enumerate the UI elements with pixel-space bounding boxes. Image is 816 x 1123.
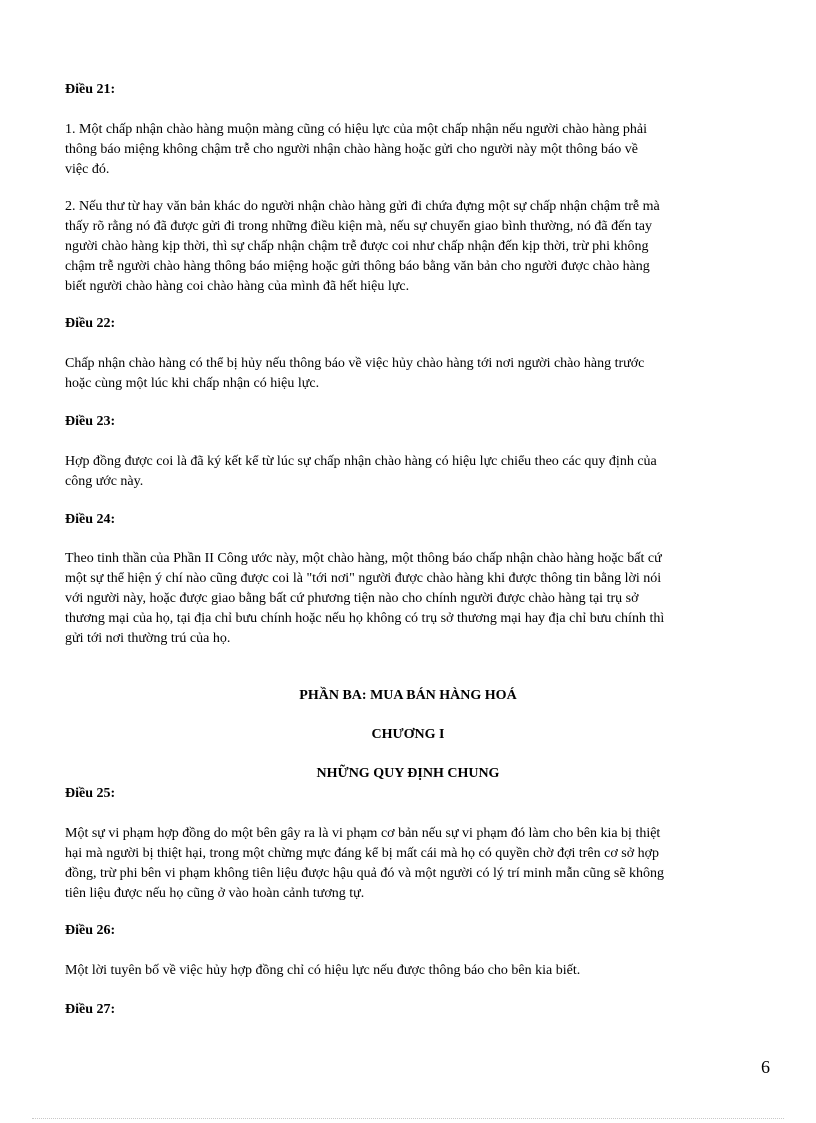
article-heading: Điều 24: [65,512,116,527]
article-heading: Điều 22: [65,316,116,331]
article-paragraph: Chấp nhận chào hàng có thể bị hủy nếu thông báo về việc hủy chào hàng tới nơi người chào hàng trước hoặc cùng một lúc khi chấp nhận có hiệu lực. [65,356,645,391]
article-paragraph: Một lời tuyên bố về việc hủy hợp đồng chỉ có hiệu lực nếu được thông báo cho bên kia biết. [65,963,581,978]
article-paragraph: 2. Nếu thư từ hay văn bản khác do người nhận chào hàng gửi đi chứa đựng một sự chấp nhận chậm trễ mà thấy rõ rằng nó đã được gửi đi trong những điều kiện mà, nếu sự chuyển giao bình thường, nó đã đến tay người chào hàng kịp thời, thì sự chấp nhận chậm trễ được coi như chấp nhận đến kịp thời, trừ phi không chậm trễ người chào hàng thông báo miệng hoặc gửi thông báo bằng văn bản cho người được chào hàng biết người chào hàng coi chào hàng của mình đã hết hiệu lực. [65,199,660,294]
page-number: 6 [761,1057,770,1077]
footer-divider [32,1118,784,1119]
article-paragraph: Theo tinh thần của Phần II Công ước này, một chào hàng, một thông báo chấp nhận chào hàng hoặc bất cứ một sự thể hiện ý chí nào cũng được coi là "tới nơi" người được chào hàng khi được thông tin bằng lời nói với người này, hoặc được giao bằng bất cứ phương tiện nào cho chính người được chào hàng tại trụ sở thương mại của họ, tại địa chỉ bưu chính hoặc nếu họ không có trụ sở thương mại hay địa chỉ bưu chính thì gửi tới nơi thường trú của họ. [65,551,665,646]
article-heading: Điều 21: [65,82,116,97]
chapter-title: NHỮNG QUY ĐỊNH CHUNG [316,766,500,781]
chapter-heading: CHƯƠNG I [371,727,445,742]
article-paragraph: Hợp đồng được coi là đã ký kết kể từ lúc sự chấp nhận chào hàng có hiệu lực chiểu theo các quy định của công ước này. [65,454,657,489]
article-heading: Điều 23: [65,414,116,429]
article-heading: Điều 27: [65,1002,116,1017]
article-paragraph: 1. Một chấp nhận chào hàng muộn màng cũng có hiệu lực của một chấp nhận nếu người chào hàng phải thông báo miệng không chậm trễ cho người nhận chào hàng hoặc gửi cho người này một thông báo về việc đó. [65,122,648,177]
part-heading: PHẦN BA: MUA BÁN HÀNG HOÁ [299,688,517,703]
article-heading: Điều 26: [65,923,116,938]
article-heading: Điều 25: [65,786,116,801]
article-paragraph: Một sự vi phạm hợp đồng do một bên gây ra là vi phạm cơ bản nếu sự vi phạm đó làm cho bên kia bị thiệt hại mà người bị thiệt hại, trong một chừng mực đáng kể bị mất cái mà họ có quyền chờ đợi trên cơ sở hợp đồng, trừ phi bên vi phạm không tiên liệu được hậu quả đó và một người có lý trí minh mẫn cũng sẽ không tiên liệu được nếu họ cũng ở vào hoàn cảnh tương tự. [65,826,665,901]
